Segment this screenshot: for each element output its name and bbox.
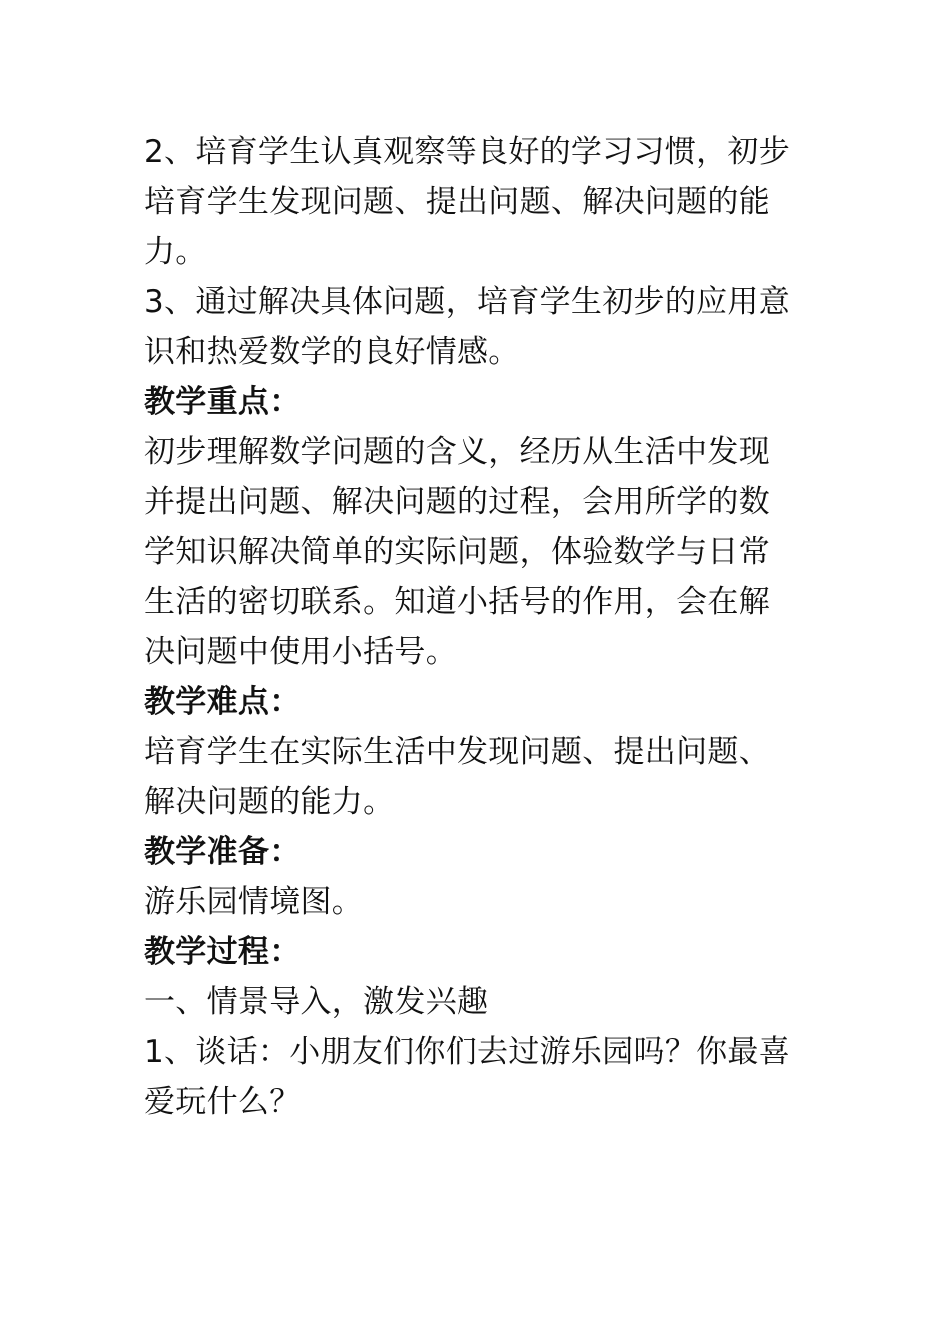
text-line: 2、培育学生认真观察等良好的学习习惯，初步	[144, 134, 791, 170]
text-line: 学知识解决简单的实际问题，体验数学与日常	[144, 534, 770, 570]
section-heading-process: 教学过程：	[144, 934, 301, 970]
text-line: 识和热爱数学的良好情感。	[144, 334, 520, 370]
text-line: 游乐园情境图。	[144, 884, 364, 920]
text-line: 力。	[144, 234, 207, 270]
section-heading-preparation: 教学准备：	[144, 834, 301, 870]
text-line: 爱玩什么？	[144, 1084, 301, 1120]
section-heading-key-points: 教学重点：	[144, 384, 301, 420]
text-line: 初步理解数学问题的含义，经历从生活中发现	[144, 434, 770, 470]
text-line: 并提出问题、解决问题的过程，会用所学的数	[144, 484, 770, 520]
section-heading-difficulties: 教学难点：	[144, 684, 301, 720]
text-line: 生活的密切联系。知道小括号的作用，会在解	[144, 584, 770, 620]
text-line: 培育学生在实际生活中发现问题、提出问题、	[144, 734, 770, 770]
text-line: 决问题中使用小括号。	[144, 634, 457, 670]
text-line: 3、通过解决具体问题，培育学生初步的应用意	[144, 284, 791, 320]
text-line: 1、谈话：小朋友们你们去过游乐园吗？你最喜	[144, 1034, 791, 1070]
text-line: 解决问题的能力。	[144, 784, 395, 820]
text-line: 一、情景导入，激发兴趣	[144, 984, 489, 1020]
text-line: 培育学生发现问题、提出问题、解决问题的能	[144, 184, 770, 220]
document-body	[144, 127, 810, 1127]
